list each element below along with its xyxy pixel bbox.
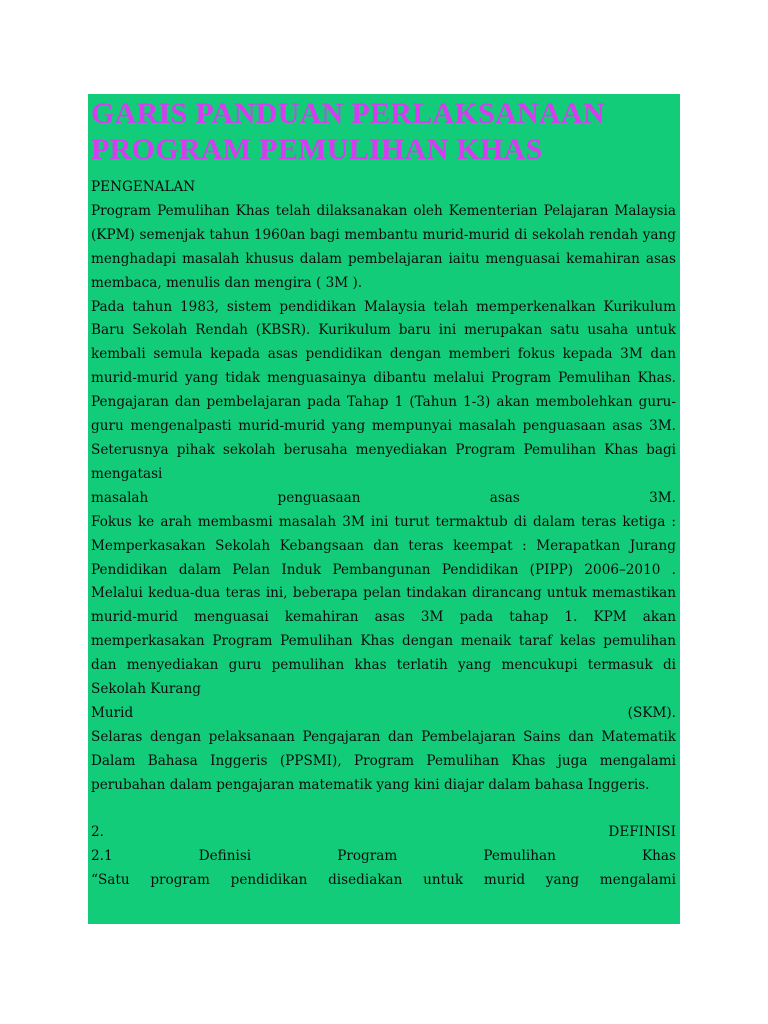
word: penguasaan	[277, 489, 361, 506]
section-title: DEFINISI	[608, 824, 676, 841]
word: program	[150, 872, 210, 889]
paragraph-4: Selaras dengan pelaksanaan Pengajaran dan Pembelajaran Sains dan Matematik Dalam Bahasa Inggeris (PPSMI), Program Pemulihan Khas juga mengalami perubahan dalam pengajaran matematik yang kini diajar dalam bahasa Inggeris.	[91, 728, 676, 793]
paragraph-2: Pada tahun 1983, sistem pendidikan Malaysia telah memperkenalkan Kurikulum Baru Sekolah Rendah (KBSR). Kurikulum baru ini merupakan satu usaha untuk kembali semula kepada asas pendidikan dengan memberi fokus kepada 3M dan murid-murid yang tidak menguasainya dibantu melalui Program Pemulihan Khas. Pengajaran dan pembelajaran pada Tahap 1 (Tahun 1-3) akan membolehkan guru-guru mengenalpasti murid-murid yang mempunyai masalah penguasaan asas 3M. Seterusnya pihak sekolah berusaha menyediakan Program Pemulihan Khas bagi mengatasi	[91, 298, 676, 482]
paragraph-5-line	[91, 869, 676, 893]
subsection-2-1-heading	[91, 845, 676, 869]
blank-line	[91, 798, 676, 822]
word: masalah	[91, 489, 149, 506]
word: Murid	[91, 704, 134, 721]
highlighted-content	[88, 94, 680, 924]
word: untuk	[423, 872, 464, 889]
word: “Satu	[91, 872, 130, 889]
section-number: 2.	[91, 824, 104, 841]
section-2-heading	[91, 821, 676, 845]
word: Khas	[641, 848, 676, 865]
word: asas	[489, 489, 520, 506]
word: pendidikan	[230, 872, 308, 889]
word: Program	[337, 848, 398, 865]
word: 3M.	[649, 489, 676, 506]
paragraph-2-last-line	[91, 487, 676, 511]
word: 2.1	[91, 848, 113, 865]
paragraph-3: Fokus ke arah membasmi masalah 3M ini turut termaktub di dalam teras ketiga : Memperkasakan Sekolah Kebangsaan dan teras keempat : Merapatkan Jurang Pendidikan dalam Pelan Induk Pembangunan Pendidikan (PIPP) 2006–2010 . Melalui kedua-dua teras ini, beberapa pelan tindakan dirancang untuk memastikan murid-murid menguasai kemahiran asas 3M pada tahap 1. KPM akan memperkasakan Program Pemulihan Khas dengan menaik taraf kelas pemulihan dan menyediakan guru pemulihan khas terlatih yang mencukupi termasuk di Sekolah Kurang	[91, 513, 676, 698]
word: (SKM).	[627, 704, 676, 721]
section-heading-pengenalan: PENGENALAN	[91, 179, 196, 195]
word: yang	[545, 872, 580, 889]
word: disediakan	[328, 872, 403, 889]
paragraph-3-last-line	[91, 702, 676, 726]
document-page	[88, 94, 680, 924]
paragraph-1: Program Pemulihan Khas telah dilaksanakan oleh Kementerian Pelajaran Malaysia (KPM) semenjak tahun 1960an bagi membantu murid-murid di sekolah rendah yang menghadapi masalah khusus dalam pembelajaran iaitu menguasai kemahiran asas membaca, menulis dan mengira ( 3M ).	[91, 202, 676, 291]
document-title: GARIS PANDUAN PERLAKSANAAN PROGRAM PEMULIHAN KHAS	[91, 97, 605, 166]
word: Definisi	[198, 848, 252, 865]
word: Pemulihan	[483, 848, 556, 865]
word: mengalami	[599, 872, 676, 889]
word: murid	[483, 872, 526, 889]
